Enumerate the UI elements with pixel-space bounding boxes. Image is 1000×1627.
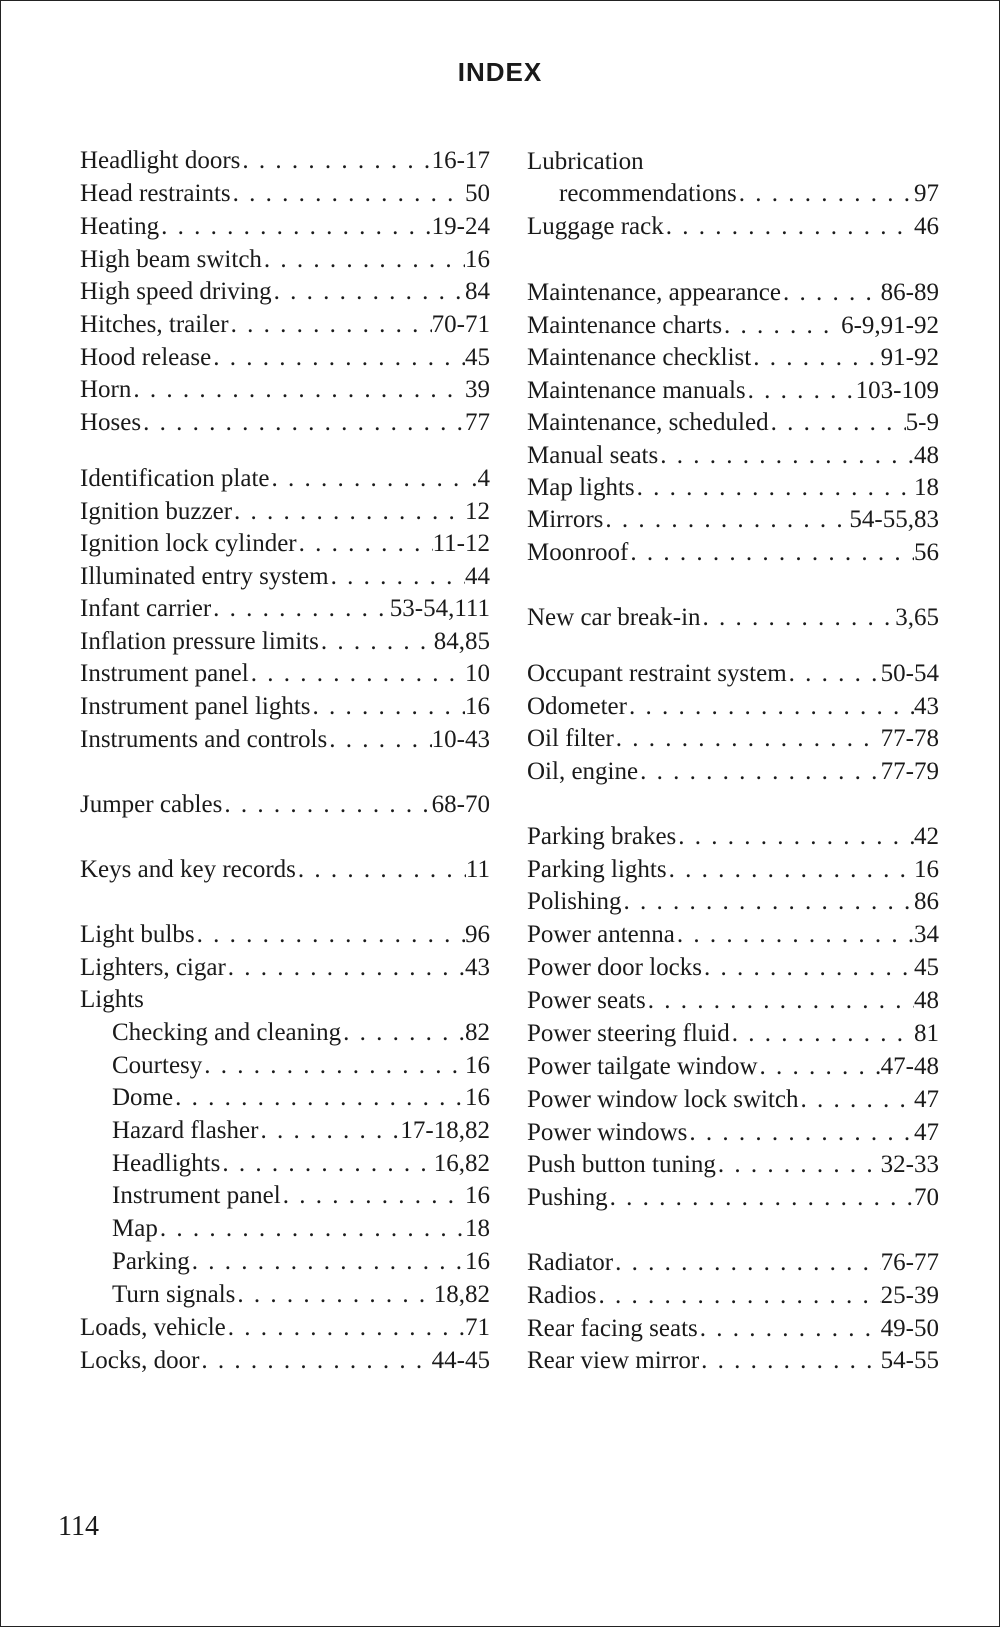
index-entry <box>527 1280 939 1312</box>
index-term: Hazard flasher <box>112 1117 259 1144</box>
index-pages: 12 <box>465 498 490 525</box>
page-number: 114 <box>58 1511 99 1542</box>
index-pages: 86-89 <box>880 279 939 306</box>
index-entry <box>80 244 490 276</box>
index-entry <box>527 821 939 853</box>
dot-leader <box>229 309 432 341</box>
index-entry <box>527 854 939 886</box>
index-entry <box>112 1082 490 1114</box>
index-term: Maintenance, appearance <box>527 279 782 306</box>
dot-leader <box>769 407 906 439</box>
index-pages: 46 <box>914 213 939 240</box>
index-term: Maintenance checklist <box>527 344 752 371</box>
index-term: Hoses <box>80 409 142 436</box>
dot-leader <box>675 919 914 951</box>
index-term: Inflation pressure limits <box>80 628 319 655</box>
index-entry <box>80 496 490 528</box>
index-term: Jumper cables <box>80 791 223 818</box>
dot-leader <box>781 277 881 309</box>
index-entry <box>80 528 490 560</box>
dot-leader <box>702 952 914 984</box>
index-entry <box>527 1313 939 1345</box>
index-term: Polishing <box>527 888 622 915</box>
dot-leader <box>621 886 914 918</box>
index-pages: 16 <box>465 1052 490 1079</box>
index-pages: 70-71 <box>431 311 490 338</box>
index-pages: 91-92 <box>880 344 939 371</box>
index-term: Headlight doors <box>80 147 241 174</box>
index-term: Odometer <box>527 693 627 720</box>
index-pages: 10-43 <box>431 726 490 753</box>
index-pages: 32-33 <box>880 1151 939 1178</box>
index-pages: 45 <box>914 954 939 981</box>
index-term: Power door locks <box>527 954 702 981</box>
index-entry <box>527 1051 939 1083</box>
index-term: Power steering fluid <box>527 1020 730 1047</box>
index-entry <box>80 854 490 886</box>
index-pages: 47-48 <box>880 1053 939 1080</box>
index-pages: 86 <box>914 888 939 915</box>
dot-leader <box>270 463 472 495</box>
dot-leader <box>730 1018 914 1050</box>
index-pages: 50 <box>465 180 490 207</box>
index-pages: 39 <box>465 376 490 403</box>
index-term: Mirrors <box>527 506 604 533</box>
index-pages: 77 <box>465 409 490 436</box>
index-pages: 3,65 <box>895 604 939 631</box>
index-pages: 19-24 <box>431 213 490 240</box>
dot-leader <box>701 602 896 634</box>
dot-leader <box>746 375 856 407</box>
index-pages: 97 <box>914 180 939 207</box>
index-term: Instruments and controls <box>80 726 328 753</box>
dot-leader <box>341 1017 465 1049</box>
index-term: Power seats <box>527 987 646 1014</box>
index-entry <box>80 789 490 821</box>
dot-leader <box>329 561 465 593</box>
index-pages: 16 <box>914 856 939 883</box>
index-term: Instrument panel lights <box>80 693 311 720</box>
dot-leader <box>235 1279 433 1311</box>
index-pages: 16 <box>465 246 490 273</box>
index-pages: 44 <box>465 563 490 590</box>
index-entry <box>527 342 939 374</box>
index-term: Pushing <box>527 1184 608 1211</box>
dot-leader <box>258 1115 400 1147</box>
dot-leader <box>613 1247 881 1279</box>
index-term: Turn signals <box>112 1281 236 1308</box>
index-pages: 48 <box>914 987 939 1014</box>
dot-leader <box>596 1280 880 1312</box>
index-pages: 16-17 <box>431 147 490 174</box>
dot-leader <box>635 472 914 504</box>
index-pages: 77-79 <box>880 758 939 785</box>
dot-leader <box>272 276 465 308</box>
dot-leader <box>231 178 465 210</box>
index-pages: 6-9,91-92 <box>841 312 939 339</box>
index-pages: 11 <box>465 856 490 883</box>
index-term: Hitches, trailer <box>80 311 229 338</box>
index-entry <box>527 1182 939 1214</box>
index-entry <box>112 1246 490 1278</box>
index-entry <box>559 178 939 210</box>
dot-leader <box>327 724 431 756</box>
dot-leader <box>173 1082 465 1114</box>
index-pages: 18 <box>465 1215 490 1242</box>
index-entry <box>80 1345 490 1377</box>
index-pages: 84,85 <box>433 628 490 655</box>
dot-leader <box>628 537 914 569</box>
index-entry <box>527 658 939 690</box>
index-pages: 50-54 <box>880 660 939 687</box>
dot-leader <box>627 691 914 723</box>
index-entry <box>80 952 490 984</box>
index-entry <box>80 919 490 951</box>
index-entry <box>112 1017 490 1049</box>
index-term: Parking lights <box>527 856 667 883</box>
dot-leader <box>249 658 465 690</box>
index-entry <box>527 1149 939 1181</box>
index-term: Occupant restraint system <box>527 660 787 687</box>
index-entry <box>527 691 939 723</box>
dot-leader <box>658 440 914 472</box>
index-term: Power window lock switch <box>527 1086 799 1113</box>
dot-leader <box>296 854 466 886</box>
index-term: Instrument panel <box>80 660 249 687</box>
index-pages: .4 <box>471 465 490 492</box>
index-entry <box>80 145 490 177</box>
index-pages: 44-45 <box>431 1347 490 1374</box>
index-entry <box>112 1180 490 1212</box>
index-entry <box>80 374 490 406</box>
index-entry <box>527 723 939 755</box>
index-term: Map lights <box>527 474 635 501</box>
index-pages: 76-77 <box>880 1249 939 1276</box>
index-pages: 16 <box>465 693 490 720</box>
index-pages: 56 <box>914 539 939 566</box>
index-term: Ignition buzzer <box>80 498 233 525</box>
index-term: Instrument panel <box>112 1182 281 1209</box>
index-entry <box>80 309 490 341</box>
dot-leader <box>131 374 465 406</box>
index-entry <box>527 985 939 1017</box>
index-term: Dome <box>112 1084 174 1111</box>
page-title: INDEX <box>457 57 543 87</box>
index-pages: 103-109 <box>855 377 939 404</box>
index-pages: 10 <box>465 660 490 687</box>
index-entry <box>527 919 939 951</box>
index-term: Map <box>112 1215 158 1242</box>
index-entry <box>112 1115 490 1147</box>
index-entry <box>527 1117 939 1149</box>
dot-leader <box>222 789 431 821</box>
index-pages: 16 <box>465 1084 490 1111</box>
dot-leader <box>226 952 465 984</box>
index-pages: 17-18,82 <box>400 1117 490 1144</box>
dot-leader <box>638 756 881 788</box>
index-pages: 54-55 <box>880 1347 939 1374</box>
index-entry <box>527 1345 939 1377</box>
dot-leader <box>195 919 465 951</box>
index-pages: 77-78 <box>880 725 939 752</box>
index-pages: 45 <box>465 344 490 371</box>
dot-leader <box>799 1084 915 1116</box>
index-pages: 42 <box>914 823 939 850</box>
index-entry <box>527 886 939 918</box>
dot-leader <box>603 504 849 536</box>
index-entry <box>112 1050 490 1082</box>
index-term: Lighters, cigar <box>80 954 226 981</box>
index-term: Lubrication <box>527 148 644 175</box>
index-entry <box>527 1084 939 1116</box>
index-entry <box>80 561 490 593</box>
index-term: Maintenance manuals <box>527 377 746 404</box>
index-pages: 18 <box>914 474 939 501</box>
index-term: Headlights <box>112 1150 221 1177</box>
index-entry <box>80 658 490 690</box>
dot-leader <box>614 723 881 755</box>
index-pages: 16 <box>465 1248 490 1275</box>
index-term: Maintenance, scheduled <box>527 409 769 436</box>
index-pages: 16,82 <box>433 1150 490 1177</box>
index-entry <box>527 310 939 342</box>
dot-leader <box>281 1180 465 1212</box>
index-pages: 68-70 <box>431 791 490 818</box>
index-entry <box>80 724 490 756</box>
dot-leader <box>240 145 431 177</box>
index-entry <box>80 626 490 658</box>
dot-leader <box>758 1051 881 1083</box>
index-entry <box>527 211 939 243</box>
index-term: Locks, door <box>80 1347 200 1374</box>
index-entry <box>527 407 939 439</box>
index-term: Manual seats <box>527 442 659 469</box>
index-term: Illuminated entry system <box>80 563 329 590</box>
index-entry <box>527 1247 939 1279</box>
index-term: Parking <box>112 1248 190 1275</box>
index-entry <box>112 1279 490 1311</box>
index-entry <box>527 277 939 309</box>
index-entry <box>80 1312 490 1344</box>
index-term: Loads, vehicle <box>80 1314 226 1341</box>
index-term: Luggage rack <box>527 213 664 240</box>
index-pages: 82 <box>465 1019 490 1046</box>
index-term: Moonroof <box>527 539 629 566</box>
index-term: Horn <box>80 376 132 403</box>
index-term: Maintenance charts <box>527 312 723 339</box>
index-pages: 47 <box>914 1086 939 1113</box>
index-term: Oil, engine <box>527 758 639 785</box>
dot-leader <box>220 1148 433 1180</box>
index-term: Power antenna <box>527 921 675 948</box>
dot-leader <box>211 342 465 374</box>
index-term: Infant carrier <box>80 595 212 622</box>
index-entry <box>527 504 939 536</box>
index-term: Rear facing seats <box>527 1315 698 1342</box>
dot-leader <box>751 342 880 374</box>
index-entry <box>80 407 490 439</box>
index-pages: 70 <box>914 1184 939 1211</box>
index-entry <box>80 984 490 1016</box>
dot-leader <box>319 626 434 658</box>
index-term: Light bulbs <box>80 921 195 948</box>
index-term: recommendations <box>559 180 737 207</box>
index-term: New car break-in <box>527 604 701 631</box>
index-term: Power tailgate window <box>527 1053 758 1080</box>
index-term: Heating <box>80 213 160 240</box>
dot-leader <box>226 1312 465 1344</box>
index-term: Push button tuning <box>527 1151 716 1178</box>
index-term: High speed driving <box>80 278 272 305</box>
index-pages: 54-55,83 <box>849 506 939 533</box>
index-entry <box>80 342 490 374</box>
index-pages: 34 <box>914 921 939 948</box>
dot-leader <box>698 1313 881 1345</box>
index-pages: 43 <box>914 693 939 720</box>
dot-leader <box>646 985 914 1017</box>
index-entry <box>527 756 939 788</box>
index-entry <box>527 472 939 504</box>
dot-leader <box>716 1149 881 1181</box>
index-entry <box>80 593 490 625</box>
index-term: Ignition lock cylinder <box>80 530 297 557</box>
index-term: High beam switch <box>80 246 262 273</box>
dot-leader <box>199 1345 431 1377</box>
dot-leader <box>202 1050 465 1082</box>
dot-leader <box>664 211 914 243</box>
index-pages: 25-39 <box>880 1282 939 1309</box>
index-entry <box>527 602 939 634</box>
index-pages: 16 <box>465 1182 490 1209</box>
dot-leader <box>158 1213 465 1245</box>
index-entry <box>80 463 490 495</box>
index-entry <box>527 146 939 178</box>
dot-leader <box>722 310 841 342</box>
index-entry <box>527 375 939 407</box>
dot-leader <box>159 211 432 243</box>
index-entry <box>527 952 939 984</box>
index-term: Lights <box>80 986 144 1013</box>
dot-leader <box>676 821 914 853</box>
index-term: Identification plate <box>80 465 270 492</box>
dot-leader <box>262 244 465 276</box>
dot-leader <box>211 593 390 625</box>
index-term: Oil filter <box>527 725 614 752</box>
index-entry <box>80 276 490 308</box>
index-pages: 71 <box>465 1314 490 1341</box>
index-pages: 96 <box>465 921 490 948</box>
index-entry <box>527 1018 939 1050</box>
dot-leader <box>699 1345 881 1377</box>
index-entry <box>112 1213 490 1245</box>
index-pages: 49-50 <box>880 1315 939 1342</box>
dot-leader <box>787 658 881 690</box>
index-pages: 5-9 <box>905 409 939 436</box>
index-term: Head restraints <box>80 180 231 207</box>
index-term: Rear view mirror <box>527 1347 700 1374</box>
dot-leader <box>297 528 433 560</box>
index-pages: 47 <box>914 1119 939 1146</box>
index-term: Parking brakes <box>527 823 677 850</box>
index-entry <box>80 211 490 243</box>
index-entry <box>80 178 490 210</box>
index-entry <box>527 440 939 472</box>
index-term: Power windows <box>527 1119 688 1146</box>
dot-leader <box>311 691 465 723</box>
index-pages: 81 <box>914 1020 939 1047</box>
index-term: Checking and cleaning <box>112 1019 342 1046</box>
index-entry <box>112 1148 490 1180</box>
dot-leader <box>232 496 465 528</box>
index-term: Keys and key records <box>80 856 296 883</box>
index-pages: 48 <box>914 442 939 469</box>
dot-leader <box>737 178 914 210</box>
index-entry <box>527 537 939 569</box>
index-pages: 11-12 <box>432 530 490 557</box>
index-term: Courtesy <box>112 1052 203 1079</box>
index-entry <box>80 691 490 723</box>
index-term: Radios <box>527 1282 597 1309</box>
dot-leader <box>141 407 465 439</box>
dot-leader <box>190 1246 465 1278</box>
index-pages: 53-54,111 <box>389 595 490 622</box>
dot-leader <box>667 854 914 886</box>
index-pages: 18,82 <box>433 1281 490 1308</box>
index-term: Hood release <box>80 344 212 371</box>
index-pages: 43 <box>465 954 490 981</box>
index-pages: 84 <box>465 278 490 305</box>
dot-leader <box>687 1117 914 1149</box>
index-term: Radiator <box>527 1249 614 1276</box>
dot-leader <box>608 1182 914 1214</box>
